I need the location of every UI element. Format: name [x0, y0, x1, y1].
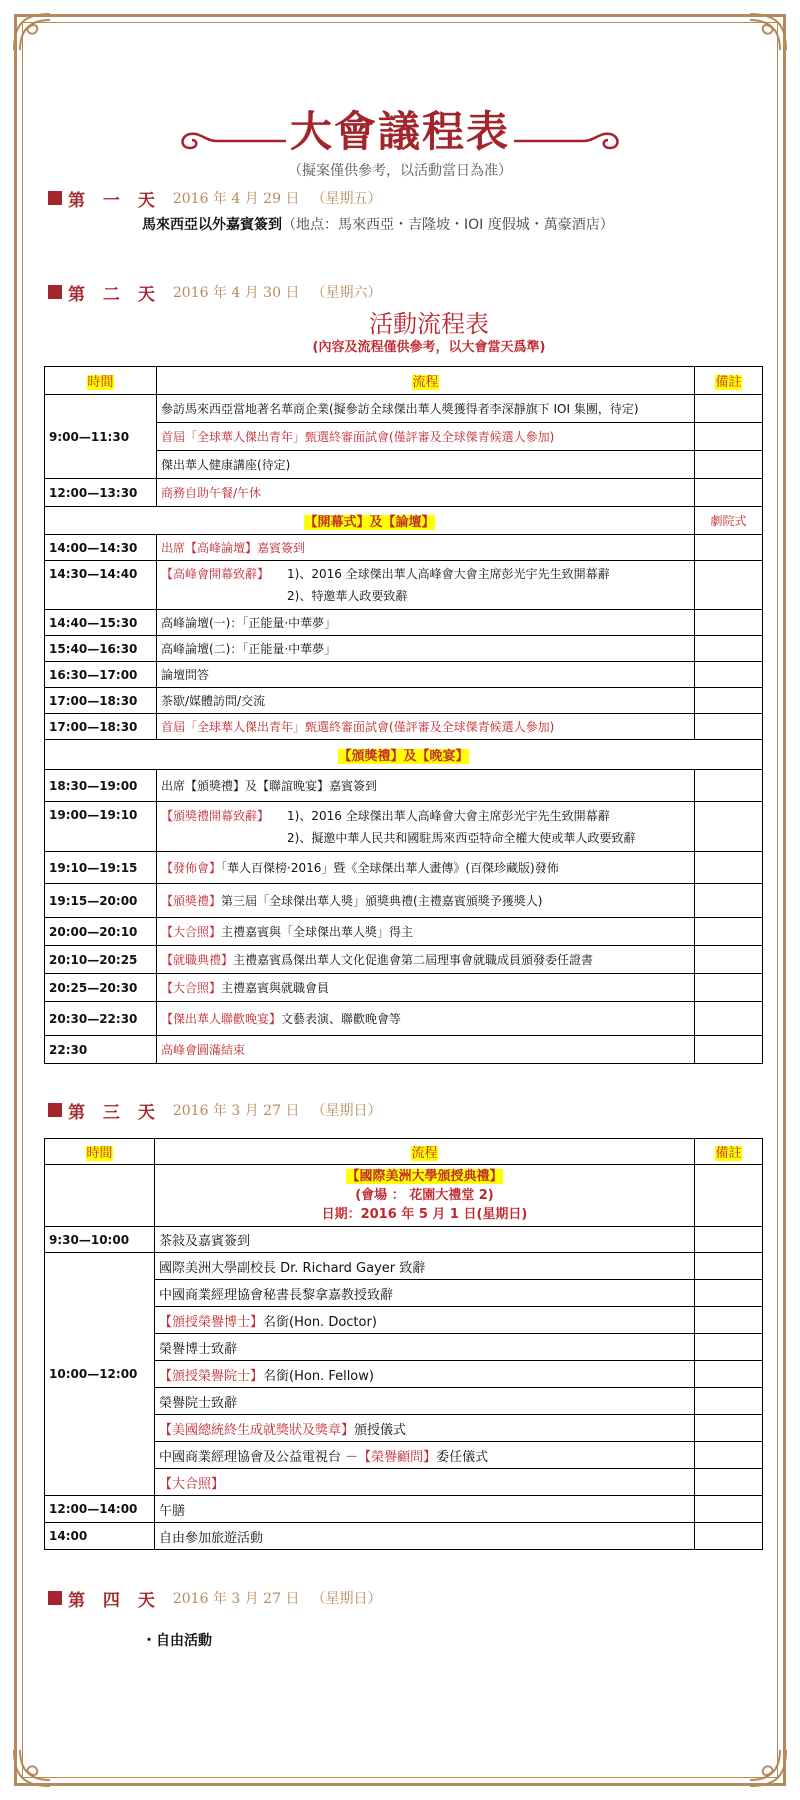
time-cell: 19:10—19:15 — [45, 852, 157, 884]
day3-date: 2016 年 3 月 27 日 — [172, 1103, 300, 1119]
day2-label: 第 二 天 — [68, 284, 161, 305]
table-row — [45, 395, 763, 423]
flow-cell: 榮譽博士致辭 — [155, 1334, 695, 1361]
table-header-row — [45, 367, 763, 395]
header-flow: 流程 — [412, 375, 439, 390]
time-cell: 19:00—19:10 — [45, 802, 157, 852]
schedule-title: 活動流程表 — [369, 310, 489, 338]
flow-cell: 茶歇/媒體訪問/交流 — [157, 688, 695, 714]
flow-cell: 【頒授榮譽院士】名銜(Hon. Fellow) — [155, 1361, 695, 1388]
day1-note-location: （地点：馬來西亞・吉隆坡・IOI 度假城・萬豪酒店） — [282, 217, 614, 233]
table-row — [45, 770, 763, 802]
page-title: 大會議程表 — [289, 107, 510, 156]
day1-date: 2016 年 4 月 29 日 — [172, 191, 300, 207]
time-cell: 16:30—17:00 — [45, 662, 157, 688]
table-row — [45, 1036, 763, 1064]
ceremony-row — [45, 1165, 763, 1227]
corner-ornament-icon — [10, 1744, 56, 1790]
table-row — [45, 688, 763, 714]
table-row — [45, 1496, 763, 1523]
table-row — [45, 479, 763, 507]
section-row — [45, 507, 763, 535]
flow-cell: 出席【高峰論壇】嘉賓簽到 — [157, 535, 695, 561]
section-title: 【頒獎禮】及【晚宴】 — [338, 749, 469, 764]
table-row — [45, 1227, 763, 1253]
day3-schedule-table — [44, 1138, 763, 1550]
time-cell: 14:40—15:30 — [45, 610, 157, 636]
time-cell: 20:25—20:30 — [45, 974, 157, 1002]
flow-cell: 自由參加旅遊活動 — [155, 1523, 695, 1550]
section-title: 【開幕式】及【論壇】 — [304, 515, 435, 530]
table-row — [45, 1253, 763, 1280]
flow-cell: 商務自助午餐/午休 — [157, 479, 695, 507]
flow-cell: 中國商業經理協會秘書長黎拿嘉教授致辭 — [155, 1280, 695, 1307]
day2-date: 2016 年 4 月 30 日 — [172, 285, 300, 301]
time-cell: 14:30—14:40 — [45, 561, 157, 610]
day4-weekday: （星期日） — [311, 1591, 382, 1607]
page-subtitle: （擬案僅供參考，以活動當日為准） — [288, 163, 512, 179]
table-row — [45, 636, 763, 662]
time-cell: 22:30 — [45, 1036, 157, 1064]
flow-subitem: 1)、2016 全球傑出華人高峰會大會主席彭光宇先生致開幕辭 — [287, 808, 610, 823]
table-row — [45, 974, 763, 1002]
flow-cell: 【就職典禮】主禮嘉賓爲傑出華人文化促進會第二屆理事會就職成員頒發委任證書 — [157, 946, 695, 974]
flow-cell: 首屆「全球華人傑出青年」甄選終審面試會(僅評審及全球傑青候選人參加) — [157, 714, 695, 740]
flow-subitem: 2)、特邀華人政要致辭 — [287, 589, 408, 603]
day1-heading — [48, 186, 381, 210]
table-row — [45, 884, 763, 918]
ceremony-title: 【國際美洲大學頒授典禮】 — [346, 1169, 503, 1184]
table-row — [45, 535, 763, 561]
flow-cell: 論壇問答 — [157, 662, 695, 688]
day3-label: 第 三 天 — [68, 1102, 161, 1123]
flow-cell: 高峰論壇(一)：「正能量·中華夢」 — [157, 610, 695, 636]
time-cell: 17:00—18:30 — [45, 714, 157, 740]
header-time: 時間 — [87, 375, 114, 390]
table-row — [45, 1523, 763, 1550]
header-flow: 流程 — [411, 1146, 438, 1161]
day2-heading — [48, 280, 381, 304]
flow-cell: 首屆「全球華人傑出青年」甄選終審面試會(僅評審及全球傑青候選人參加) — [157, 423, 695, 451]
header-time: 時間 — [86, 1146, 113, 1161]
time-cell: 19:15—20:00 — [45, 884, 157, 918]
time-cell: 12:00—13:30 — [45, 479, 157, 507]
flow-cell: 中國商業經理協會及公益電視台 －【榮譽顧問】委任儀式 — [155, 1442, 695, 1469]
flow-cell: 【傑出華人聯歡晚宴】文藝表演、聯歡晚會等 — [157, 1002, 695, 1036]
day2-weekday: （星期六） — [311, 285, 382, 301]
day1-note-title: 馬來西亞以外嘉賓簽到 — [142, 217, 282, 233]
bullet-square-icon — [48, 191, 62, 205]
time-cell: 12:00—14:00 — [45, 1496, 155, 1523]
table-row — [45, 561, 763, 610]
flow-cell: 傑出華人健康講座(待定) — [157, 451, 695, 479]
time-cell: 14:00—14:30 — [45, 535, 157, 561]
table-header-row — [45, 1139, 763, 1165]
table-row — [45, 918, 763, 946]
flow-cell: 午膳 — [155, 1496, 695, 1523]
day1-weekday: （星期五） — [311, 191, 382, 207]
day4-heading — [48, 1586, 381, 1610]
day4-label: 第 四 天 — [68, 1590, 161, 1611]
flow-cell: 【美國總統終生成就獎狀及獎章】頒授儀式 — [155, 1415, 695, 1442]
flow-cell: 【大合照】 — [155, 1469, 695, 1496]
table-row — [45, 852, 763, 884]
page-title-wrap — [0, 102, 800, 162]
day3-weekday: （星期日） — [311, 1103, 382, 1119]
flow-cell: 國際美洲大學副校長 Dr. Richard Gayer 致辭 — [155, 1253, 695, 1280]
ceremony-date: 日期：2016 年 5 月 1 日(星期日) — [321, 1207, 528, 1222]
flow-tag: 【高峰會開幕致辭】 — [161, 567, 270, 581]
day4-item: ・自由活動 — [142, 1633, 212, 1649]
bullet-square-icon — [48, 1103, 62, 1117]
schedule-subtitle: (內容及流程僅供參考，以大會當天爲準) — [312, 340, 546, 355]
table-row — [45, 662, 763, 688]
table-row — [45, 610, 763, 636]
table-row — [45, 1002, 763, 1036]
time-cell: 14:00 — [45, 1523, 155, 1550]
time-cell: 9:30—10:00 — [45, 1227, 155, 1253]
time-cell: 18:30—19:00 — [45, 770, 157, 802]
flow-cell: 【大合照】主禮嘉賓與就職會員 — [157, 974, 695, 1002]
flow-cell: 高峰論壇(二)：「正能量·中華夢」 — [157, 636, 695, 662]
section-note: 劇院式 — [695, 507, 763, 535]
corner-ornament-icon — [10, 10, 56, 56]
time-cell: 9:00—11:30 — [45, 395, 157, 479]
flow-tag: 【頒獎禮開幕致辭】 — [161, 808, 270, 823]
flow-cell — [157, 802, 695, 852]
flow-cell: 出席【頒獎禮】及【聯誼晚宴】嘉賓簽到 — [157, 770, 695, 802]
time-cell: 17:00—18:30 — [45, 688, 157, 714]
flow-cell: 【頒獎禮】第三屆「全球傑出華人獎」頒獎典禮(主禮嘉賓頒獎予獲獎人) — [157, 884, 695, 918]
time-cell: 20:00—20:10 — [45, 918, 157, 946]
table-row — [45, 802, 763, 852]
bullet-square-icon — [48, 1591, 62, 1605]
flow-cell: 【大合照】主禮嘉賓與「全球傑出華人獎」得主 — [157, 918, 695, 946]
table-row — [45, 946, 763, 974]
day1-label: 第 一 天 — [68, 190, 161, 211]
flow-subitem: 2)、擬邀中華人民共和國駐馬來西亞特命全權大使或華人政要致辭 — [287, 830, 636, 845]
flow-cell: 榮譽院士致辭 — [155, 1388, 695, 1415]
time-cell: 10:00—12:00 — [45, 1253, 155, 1496]
header-note: 備註 — [715, 1146, 742, 1161]
day2-schedule-table — [44, 366, 763, 1064]
day4-date: 2016 年 3 月 27 日 — [172, 1591, 300, 1607]
header-note: 備註 — [715, 375, 742, 390]
flow-cell — [157, 561, 695, 610]
day1-note — [142, 214, 614, 234]
flow-cell: 參訪馬來西亞當地著名華商企業(擬參訪全球傑出華人獎獲得者李深靜旗下 IOI 集團，待定) — [157, 395, 695, 423]
corner-ornament-icon — [744, 1744, 790, 1790]
flow-cell: 高峰會圓滿結束 — [157, 1036, 695, 1064]
flow-subitem: 1)、2016 全球傑出華人高峰會大會主席彭光宇先生致開幕辭 — [287, 567, 610, 581]
section-row — [45, 740, 763, 770]
day3-heading — [48, 1098, 381, 1122]
table-row — [45, 714, 763, 740]
time-cell: 20:30—22:30 — [45, 1002, 157, 1036]
flow-cell: 【發佈會】「華人百傑榜·2016」暨《全球傑出華人畫傳》(百傑珍藏版)發佈 — [157, 852, 695, 884]
time-cell: 15:40—16:30 — [45, 636, 157, 662]
flow-cell: 茶敍及嘉賓簽到 — [155, 1227, 695, 1253]
bullet-square-icon — [48, 285, 62, 299]
corner-ornament-icon — [744, 10, 790, 56]
ceremony-venue: (會場 ： 花園大禮堂 2) — [355, 1188, 494, 1203]
time-cell: 20:10—20:25 — [45, 946, 157, 974]
flow-cell: 【頒授榮譽博士】名銜(Hon. Doctor) — [155, 1307, 695, 1334]
